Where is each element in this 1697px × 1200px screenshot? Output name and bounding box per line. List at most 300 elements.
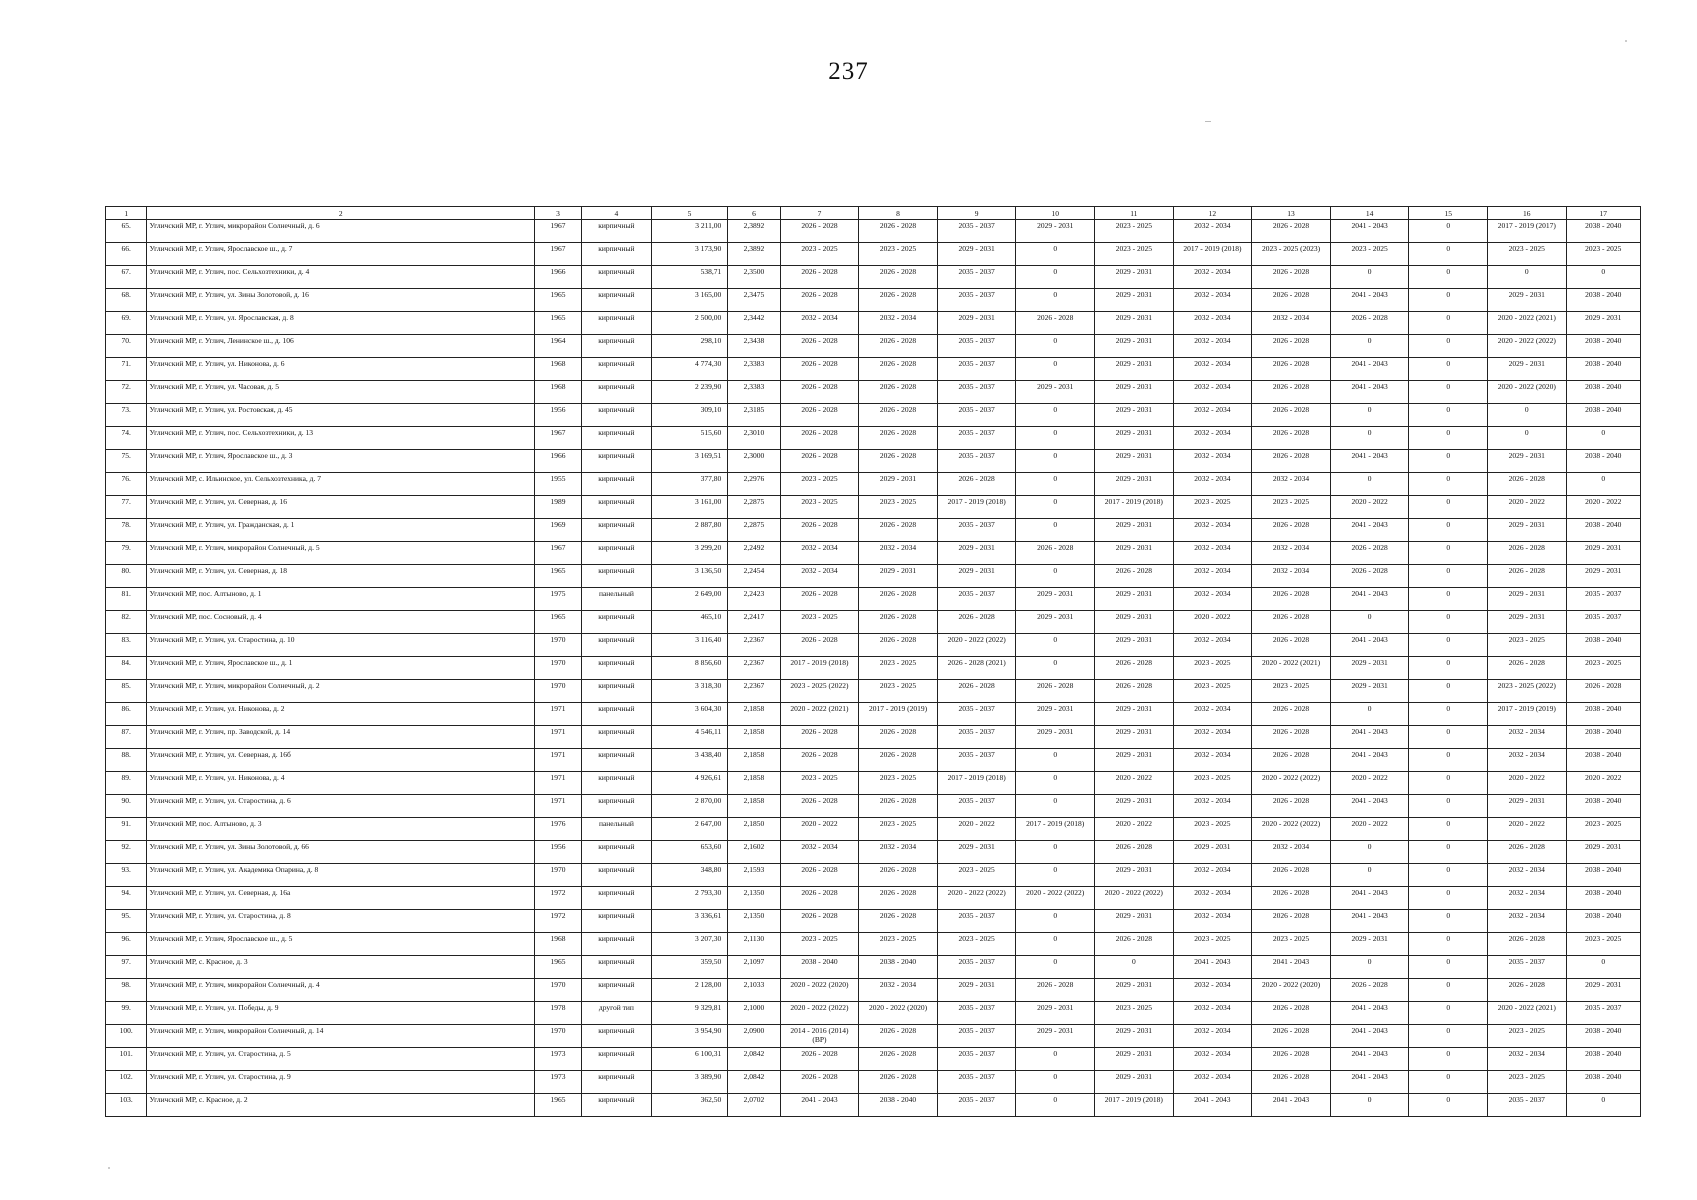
table-cell: 2026 - 2028 bbox=[1252, 1048, 1331, 1071]
table-cell: 0 bbox=[1409, 473, 1488, 496]
table-cell: 2038 - 2040 bbox=[1566, 1025, 1640, 1048]
table-row bbox=[106, 634, 1641, 657]
table-cell: 2032 - 2034 bbox=[1173, 450, 1252, 473]
table-cell: 2032 - 2034 bbox=[859, 312, 938, 335]
table-cell: кирпичный bbox=[581, 703, 651, 726]
row-number-cell: 73. bbox=[106, 404, 147, 427]
page-number: 237 bbox=[828, 58, 869, 85]
table-cell: 0 bbox=[1409, 1071, 1488, 1094]
table-cell: 2032 - 2034 bbox=[1173, 473, 1252, 496]
table-row bbox=[106, 864, 1641, 887]
table-cell: 2032 - 2034 bbox=[1173, 519, 1252, 542]
table-cell: 2026 - 2028 bbox=[1252, 910, 1331, 933]
table-cell: 2017 - 2019 (2018) bbox=[1173, 243, 1252, 266]
table-cell: 0 bbox=[1409, 381, 1488, 404]
row-number-cell: 103. bbox=[106, 1094, 147, 1117]
table-row bbox=[106, 473, 1641, 496]
table-cell: 2020 - 2022 bbox=[1566, 772, 1640, 795]
table-cell: 2032 - 2034 bbox=[1173, 1025, 1252, 1048]
table-cell: 2026 - 2028 bbox=[1252, 358, 1331, 381]
table-cell: 2,2417 bbox=[728, 611, 780, 634]
address-cell: Угличский МР, г. Углич, ул. Победы, д. 9 bbox=[147, 1002, 535, 1025]
table-cell: 0 bbox=[1016, 956, 1095, 979]
table-cell: 2029 - 2031 bbox=[1330, 657, 1409, 680]
table-cell: 0 bbox=[1016, 243, 1095, 266]
table-cell: 2041 - 2043 bbox=[1330, 726, 1409, 749]
table-cell: 2023 - 2025 bbox=[1252, 496, 1331, 519]
table-header bbox=[106, 207, 1641, 220]
table-cell: 2026 - 2028 bbox=[1330, 565, 1409, 588]
table-cell: 2041 - 2043 bbox=[1330, 519, 1409, 542]
row-number-cell: 92. bbox=[106, 841, 147, 864]
table-cell: 2,2976 bbox=[728, 473, 780, 496]
table-cell: 2020 - 2022 bbox=[1488, 818, 1567, 841]
table-cell: 2041 - 2043 bbox=[1330, 358, 1409, 381]
table-cell: кирпичный bbox=[581, 1025, 651, 1048]
table-cell: 0 bbox=[1409, 1002, 1488, 1025]
table-cell: 2038 - 2040 bbox=[1566, 1048, 1640, 1071]
table-cell: 0 bbox=[1016, 427, 1095, 450]
table-cell: 2 647,00 bbox=[651, 818, 727, 841]
table-cell: 2038 - 2040 bbox=[780, 956, 859, 979]
table-cell: 1973 bbox=[535, 1048, 582, 1071]
table-cell: 2,0900 bbox=[728, 1025, 780, 1048]
table-cell: 2,1350 bbox=[728, 910, 780, 933]
table-cell: 0 bbox=[1016, 910, 1095, 933]
table-cell: 2026 - 2028 bbox=[859, 634, 938, 657]
table-cell: 2023 - 2025 bbox=[1095, 243, 1174, 266]
table-cell: 2029 - 2031 bbox=[1566, 312, 1640, 335]
table-cell: 2023 - 2025 bbox=[937, 933, 1016, 956]
table-cell: 2026 - 2028 bbox=[780, 220, 859, 243]
table-cell: 2026 - 2028 bbox=[780, 450, 859, 473]
table-cell: 3 604,30 bbox=[651, 703, 727, 726]
table-cell: 0 bbox=[1409, 979, 1488, 1002]
column-header: 1 bbox=[106, 207, 147, 220]
table-cell: кирпичный bbox=[581, 381, 651, 404]
table-cell: 1970 bbox=[535, 1025, 582, 1048]
table-cell: 2,3892 bbox=[728, 243, 780, 266]
row-number-cell: 91. bbox=[106, 818, 147, 841]
table-cell: 2020 - 2022 bbox=[1330, 818, 1409, 841]
row-number-cell: 85. bbox=[106, 680, 147, 703]
table-cell: 2032 - 2034 bbox=[1173, 979, 1252, 1002]
address-cell: Угличский МР, г. Углич, ул. Никонова, д. 4 bbox=[147, 772, 535, 795]
table-cell: 3 211,00 bbox=[651, 220, 727, 243]
table-cell: 2035 - 2037 bbox=[937, 1048, 1016, 1071]
row-number-cell: 87. bbox=[106, 726, 147, 749]
register-table bbox=[105, 206, 1641, 1117]
table-cell: 2,1858 bbox=[728, 703, 780, 726]
table-cell: 2029 - 2031 bbox=[1095, 427, 1174, 450]
table-cell: 2026 - 2028 bbox=[1016, 542, 1095, 565]
table-cell: 1976 bbox=[535, 818, 582, 841]
table-cell: 2029 - 2031 bbox=[1095, 703, 1174, 726]
table-cell: 2029 - 2031 bbox=[1566, 979, 1640, 1002]
table-cell: 2,1000 bbox=[728, 1002, 780, 1025]
table-cell: 0 bbox=[1330, 841, 1409, 864]
table-cell: 2032 - 2034 bbox=[1173, 1048, 1252, 1071]
table-cell: кирпичный bbox=[581, 611, 651, 634]
table-cell: 2020 - 2022 (2021) bbox=[780, 703, 859, 726]
table-cell: 0 bbox=[1409, 335, 1488, 358]
table-cell: кирпичный bbox=[581, 657, 651, 680]
table-cell: 2026 - 2028 bbox=[1095, 657, 1174, 680]
column-header: 13 bbox=[1252, 207, 1331, 220]
table-cell: 2032 - 2034 bbox=[1252, 473, 1331, 496]
table-cell: 2020 - 2022 bbox=[780, 818, 859, 841]
row-number-cell: 75. bbox=[106, 450, 147, 473]
table-cell: 0 bbox=[1016, 749, 1095, 772]
table-cell: 2023 - 2025 bbox=[859, 818, 938, 841]
table-row bbox=[106, 588, 1641, 611]
table-cell: 0 bbox=[1330, 864, 1409, 887]
table-cell: 2032 - 2034 bbox=[1252, 312, 1331, 335]
table-cell: кирпичный bbox=[581, 473, 651, 496]
header-row bbox=[106, 207, 1641, 220]
table-cell: 0 bbox=[1409, 956, 1488, 979]
table-cell: 2029 - 2031 bbox=[937, 979, 1016, 1002]
table-cell: 0 bbox=[1016, 772, 1095, 795]
address-cell: Угличский МР, г. Углич, ул. Зины Золотовой, д. 66 bbox=[147, 841, 535, 864]
table-cell: 1965 bbox=[535, 565, 582, 588]
table-cell: 2023 - 2025 bbox=[1095, 1002, 1174, 1025]
table-cell: 2023 - 2025 bbox=[1488, 243, 1567, 266]
table-cell: 2029 - 2031 bbox=[859, 565, 938, 588]
table-cell: 0 bbox=[1409, 220, 1488, 243]
table-cell: 2029 - 2031 bbox=[1095, 910, 1174, 933]
table-cell: 2023 - 2025 bbox=[1173, 680, 1252, 703]
table-cell: 0 bbox=[1409, 450, 1488, 473]
table-cell: 2026 - 2028 bbox=[859, 1048, 938, 1071]
table-cell: 2 887,80 bbox=[651, 519, 727, 542]
table-cell: 2029 - 2031 bbox=[1095, 473, 1174, 496]
table-cell: 0 bbox=[1409, 795, 1488, 818]
row-number-cell: 76. bbox=[106, 473, 147, 496]
table-cell: 0 bbox=[1409, 703, 1488, 726]
table-cell: 2038 - 2040 bbox=[1566, 749, 1640, 772]
table-cell: 2,1858 bbox=[728, 772, 780, 795]
table-cell: 2032 - 2034 bbox=[780, 565, 859, 588]
table-cell: 2041 - 2043 bbox=[1252, 1094, 1331, 1117]
table-cell: 465,10 bbox=[651, 611, 727, 634]
table-cell: 2032 - 2034 bbox=[1488, 864, 1567, 887]
row-number-cell: 70. bbox=[106, 335, 147, 358]
table-cell: 2023 - 2025 bbox=[1488, 634, 1567, 657]
table-cell: 2026 - 2028 bbox=[859, 404, 938, 427]
row-number-cell: 96. bbox=[106, 933, 147, 956]
table-cell: 0 bbox=[1016, 864, 1095, 887]
table-row bbox=[106, 979, 1641, 1002]
table-cell: 0 bbox=[1409, 933, 1488, 956]
table-row bbox=[106, 933, 1641, 956]
table-cell: 2029 - 2031 bbox=[1095, 588, 1174, 611]
row-number-cell: 72. bbox=[106, 381, 147, 404]
table-cell: 0 bbox=[1409, 542, 1488, 565]
table-cell: 2020 - 2022 bbox=[1566, 496, 1640, 519]
table-cell: 2041 - 2043 bbox=[1330, 910, 1409, 933]
table-cell: 0 bbox=[1330, 404, 1409, 427]
address-cell: Угличский МР, г. Углич, ул. Академика Опарина, д. 8 bbox=[147, 864, 535, 887]
table-cell: 2041 - 2043 bbox=[780, 1094, 859, 1117]
table-cell: 2032 - 2034 bbox=[859, 841, 938, 864]
table-cell: 2035 - 2037 bbox=[937, 1025, 1016, 1048]
table-cell: 2029 - 2031 bbox=[1488, 611, 1567, 634]
table-cell: кирпичный bbox=[581, 243, 651, 266]
table-cell: 1956 bbox=[535, 404, 582, 427]
table-cell: 2023 - 2025 bbox=[1173, 657, 1252, 680]
table-cell: 1968 bbox=[535, 358, 582, 381]
table-cell: 1967 bbox=[535, 220, 582, 243]
table-cell: 2023 - 2025 bbox=[1566, 818, 1640, 841]
table-cell: 2020 - 2022 (2022) bbox=[1252, 818, 1331, 841]
table-cell: 2,1850 bbox=[728, 818, 780, 841]
table-row bbox=[106, 519, 1641, 542]
table-cell: 2026 - 2028 bbox=[1488, 657, 1567, 680]
table-cell: 1972 bbox=[535, 910, 582, 933]
table-cell: 2026 - 2028 bbox=[1488, 841, 1567, 864]
table-cell: 2020 - 2022 (2020) bbox=[859, 1002, 938, 1025]
table-cell: 0 bbox=[1409, 496, 1488, 519]
table-cell: 0 bbox=[1409, 611, 1488, 634]
table-cell: 2023 - 2025 bbox=[1173, 933, 1252, 956]
table-cell: 2035 - 2037 bbox=[937, 427, 1016, 450]
table-cell: 2026 - 2028 bbox=[1252, 1025, 1331, 1048]
table-cell: 2,1858 bbox=[728, 795, 780, 818]
table-cell: кирпичный bbox=[581, 312, 651, 335]
table-cell: 1967 bbox=[535, 542, 582, 565]
table-cell: 0 bbox=[1409, 749, 1488, 772]
table-cell: 3 116,40 bbox=[651, 634, 727, 657]
table-cell: 2020 - 2022 (2021) bbox=[1488, 312, 1567, 335]
address-cell: Угличский МР, г. Углич, ул. Старостина, д. 10 bbox=[147, 634, 535, 657]
row-number-cell: 90. bbox=[106, 795, 147, 818]
table-cell: 2,3000 bbox=[728, 450, 780, 473]
table-cell: 2020 - 2022 bbox=[1173, 611, 1252, 634]
table-cell: 2026 - 2028 bbox=[859, 220, 938, 243]
table-cell: 2,2875 bbox=[728, 519, 780, 542]
table-cell: 2041 - 2043 bbox=[1173, 956, 1252, 979]
table-cell: 1965 bbox=[535, 289, 582, 312]
table-cell: 2035 - 2037 bbox=[937, 266, 1016, 289]
table-cell: 2020 - 2022 (2022) bbox=[1488, 335, 1567, 358]
address-cell: Угличский МР, г. Углич, ул. Никонова, д. 2 bbox=[147, 703, 535, 726]
table-cell: 2038 - 2040 bbox=[1566, 1071, 1640, 1094]
table-cell: панельный bbox=[581, 818, 651, 841]
table-cell: 2029 - 2031 bbox=[1095, 266, 1174, 289]
table-cell: 2029 - 2031 bbox=[937, 841, 1016, 864]
table-cell: 0 bbox=[1330, 611, 1409, 634]
table-cell: 2,1593 bbox=[728, 864, 780, 887]
table-cell: 2032 - 2034 bbox=[1488, 749, 1567, 772]
table-cell: 1968 bbox=[535, 933, 582, 956]
table-cell: 2023 - 2025 (2022) bbox=[1488, 680, 1567, 703]
table-cell: 4 774,30 bbox=[651, 358, 727, 381]
table-cell: 2023 - 2025 bbox=[1173, 772, 1252, 795]
table-cell: 0 bbox=[1409, 818, 1488, 841]
column-header: 8 bbox=[859, 207, 938, 220]
table-cell: 2026 - 2028 bbox=[780, 634, 859, 657]
table-cell: 2020 - 2022 (2022) bbox=[1016, 887, 1095, 910]
table-cell: 2029 - 2031 bbox=[1488, 358, 1567, 381]
table-cell: 2026 - 2028 bbox=[780, 1048, 859, 1071]
table-cell: 2026 - 2028 bbox=[1252, 749, 1331, 772]
table-cell: 0 bbox=[1409, 519, 1488, 542]
table-cell: 0 bbox=[1409, 1094, 1488, 1117]
table-cell: кирпичный bbox=[581, 1048, 651, 1071]
table-cell: 0 bbox=[1409, 243, 1488, 266]
table-row bbox=[106, 1071, 1641, 1094]
table-cell: 2020 - 2022 bbox=[1488, 496, 1567, 519]
table-cell: 2035 - 2037 bbox=[937, 381, 1016, 404]
table-cell: 0 bbox=[1409, 657, 1488, 680]
table-cell: кирпичный bbox=[581, 404, 651, 427]
table-cell: 2032 - 2034 bbox=[1173, 335, 1252, 358]
table-cell: 2032 - 2034 bbox=[1173, 312, 1252, 335]
address-cell: Угличский МР, г. Углич, ул. Ярославская, д. 8 bbox=[147, 312, 535, 335]
table-row bbox=[106, 703, 1641, 726]
table-cell: кирпичный bbox=[581, 1094, 651, 1117]
table-cell: 2,2367 bbox=[728, 634, 780, 657]
table-cell: 0 bbox=[1330, 956, 1409, 979]
table-cell: 2017 - 2019 (2018) bbox=[1016, 818, 1095, 841]
table-cell: 2023 - 2025 bbox=[1095, 220, 1174, 243]
row-number-cell: 78. bbox=[106, 519, 147, 542]
table-cell: 2,2423 bbox=[728, 588, 780, 611]
table-cell: 2032 - 2034 bbox=[780, 841, 859, 864]
table-cell: 1989 bbox=[535, 496, 582, 519]
table-cell: 2029 - 2031 bbox=[1095, 634, 1174, 657]
table-cell: 3 165,00 bbox=[651, 289, 727, 312]
table-cell: 2026 - 2028 bbox=[1252, 795, 1331, 818]
table-cell: 0 bbox=[1330, 703, 1409, 726]
table-cell: 2026 - 2028 bbox=[859, 519, 938, 542]
table-cell: 2029 - 2031 bbox=[937, 312, 1016, 335]
address-cell: Угличский МР, г. Углич, микрорайон Солнечный, д. 4 bbox=[147, 979, 535, 1002]
table-cell: 0 bbox=[1409, 772, 1488, 795]
table-cell: 2029 - 2031 bbox=[937, 542, 1016, 565]
table-cell: 2026 - 2028 bbox=[1330, 542, 1409, 565]
row-number-cell: 86. bbox=[106, 703, 147, 726]
table-cell: 2038 - 2040 bbox=[1566, 634, 1640, 657]
table-cell: 2,0842 bbox=[728, 1048, 780, 1071]
table-cell: 2041 - 2043 bbox=[1330, 795, 1409, 818]
table-cell: 2017 - 2019 (2018) bbox=[937, 772, 1016, 795]
table-cell: 2026 - 2028 bbox=[859, 588, 938, 611]
table-cell: 2026 - 2028 bbox=[859, 864, 938, 887]
table-cell: 2023 - 2025 (2022) bbox=[780, 680, 859, 703]
address-cell: Угличский МР, г. Углич, Ярославское ш., д. 3 bbox=[147, 450, 535, 473]
table-cell: 2032 - 2034 bbox=[1488, 887, 1567, 910]
table-cell: 2017 - 2019 (2019) bbox=[859, 703, 938, 726]
table-cell: 2017 - 2019 (2018) bbox=[1095, 1094, 1174, 1117]
table-cell: кирпичный bbox=[581, 427, 651, 450]
row-number-cell: 83. bbox=[106, 634, 147, 657]
table-cell: кирпичный bbox=[581, 680, 651, 703]
table-cell: 2026 - 2028 bbox=[859, 381, 938, 404]
table-cell: 2,3383 bbox=[728, 381, 780, 404]
table-cell: 2038 - 2040 bbox=[859, 956, 938, 979]
table-cell: 2,3500 bbox=[728, 266, 780, 289]
table-cell: 2026 - 2028 bbox=[859, 335, 938, 358]
table-cell: 2,2367 bbox=[728, 657, 780, 680]
column-header: 2 bbox=[147, 207, 535, 220]
table-cell: 348,80 bbox=[651, 864, 727, 887]
table-cell: 2026 - 2028 bbox=[1488, 473, 1567, 496]
table-cell: 653,60 bbox=[651, 841, 727, 864]
address-cell: Угличский МР, г. Углич, ул. Северная, д. 18 bbox=[147, 565, 535, 588]
table-cell: кирпичный bbox=[581, 979, 651, 1002]
table-row bbox=[106, 335, 1641, 358]
table-cell: 2038 - 2040 bbox=[1566, 220, 1640, 243]
row-number-cell: 95. bbox=[106, 910, 147, 933]
table-cell: 2032 - 2034 bbox=[780, 312, 859, 335]
table-cell: 2029 - 2031 bbox=[1488, 519, 1567, 542]
table-cell: 2,0702 bbox=[728, 1094, 780, 1117]
table-cell: 2041 - 2043 bbox=[1330, 381, 1409, 404]
table-cell: 2032 - 2034 bbox=[1173, 910, 1252, 933]
address-cell: Угличский МР, г. Углич, пос. Сельхозтехники, д. 13 bbox=[147, 427, 535, 450]
table-cell: 1964 bbox=[535, 335, 582, 358]
table-cell: 2029 - 2031 bbox=[1330, 680, 1409, 703]
table-cell: 2035 - 2037 bbox=[937, 289, 1016, 312]
table-cell: 2017 - 2019 (2019) bbox=[1488, 703, 1567, 726]
row-number-cell: 69. bbox=[106, 312, 147, 335]
table-cell: 2,3475 bbox=[728, 289, 780, 312]
table-cell: 2023 - 2025 bbox=[780, 243, 859, 266]
table-cell: 2038 - 2040 bbox=[1566, 864, 1640, 887]
table-cell: 2041 - 2043 bbox=[1330, 588, 1409, 611]
table-cell: 2023 - 2025 bbox=[780, 611, 859, 634]
row-number-cell: 97. bbox=[106, 956, 147, 979]
table-cell: 2020 - 2022 (2020) bbox=[1252, 979, 1331, 1002]
address-cell: Угличский МР, г. Углич, микрорайон Солнечный, д. 14 bbox=[147, 1025, 535, 1048]
table-cell: 2026 - 2028 bbox=[859, 887, 938, 910]
table-cell: 3 438,40 bbox=[651, 749, 727, 772]
table-cell: кирпичный bbox=[581, 726, 651, 749]
table-cell: 0 bbox=[1330, 335, 1409, 358]
table-cell: 2026 - 2028 bbox=[780, 864, 859, 887]
table-cell: 2029 - 2031 bbox=[1095, 979, 1174, 1002]
table-cell: 1971 bbox=[535, 703, 582, 726]
table-cell: 2029 - 2031 bbox=[1016, 588, 1095, 611]
table-cell: 2,3010 bbox=[728, 427, 780, 450]
table-cell: 1965 bbox=[535, 1094, 582, 1117]
table-cell: 1971 bbox=[535, 749, 582, 772]
table-cell: 0 bbox=[1409, 887, 1488, 910]
table-cell: 0 bbox=[1488, 404, 1567, 427]
table-cell: 2032 - 2034 bbox=[1173, 542, 1252, 565]
table-row bbox=[106, 726, 1641, 749]
table-row bbox=[106, 542, 1641, 565]
table-cell: 1971 bbox=[535, 795, 582, 818]
table-cell: 2023 - 2025 bbox=[859, 680, 938, 703]
table-cell: 0 bbox=[1330, 427, 1409, 450]
table-cell: 298,10 bbox=[651, 335, 727, 358]
table-cell: 2020 - 2022 (2022) bbox=[937, 887, 1016, 910]
table-cell: 2035 - 2037 bbox=[937, 519, 1016, 542]
table-row bbox=[106, 427, 1641, 450]
column-header: 4 bbox=[581, 207, 651, 220]
row-number-cell: 77. bbox=[106, 496, 147, 519]
table-cell: 2023 - 2025 bbox=[1488, 1025, 1567, 1048]
row-number-cell: 88. bbox=[106, 749, 147, 772]
table-cell: 2035 - 2037 bbox=[1488, 1094, 1567, 1117]
address-cell: Угличский МР, пос. Алтыново, д. 3 bbox=[147, 818, 535, 841]
table-cell: 2026 - 2028 bbox=[1488, 542, 1567, 565]
address-cell: Угличский МР, г. Углич, Ярославское ш., д. 1 bbox=[147, 657, 535, 680]
table-cell: 2023 - 2025 bbox=[859, 496, 938, 519]
